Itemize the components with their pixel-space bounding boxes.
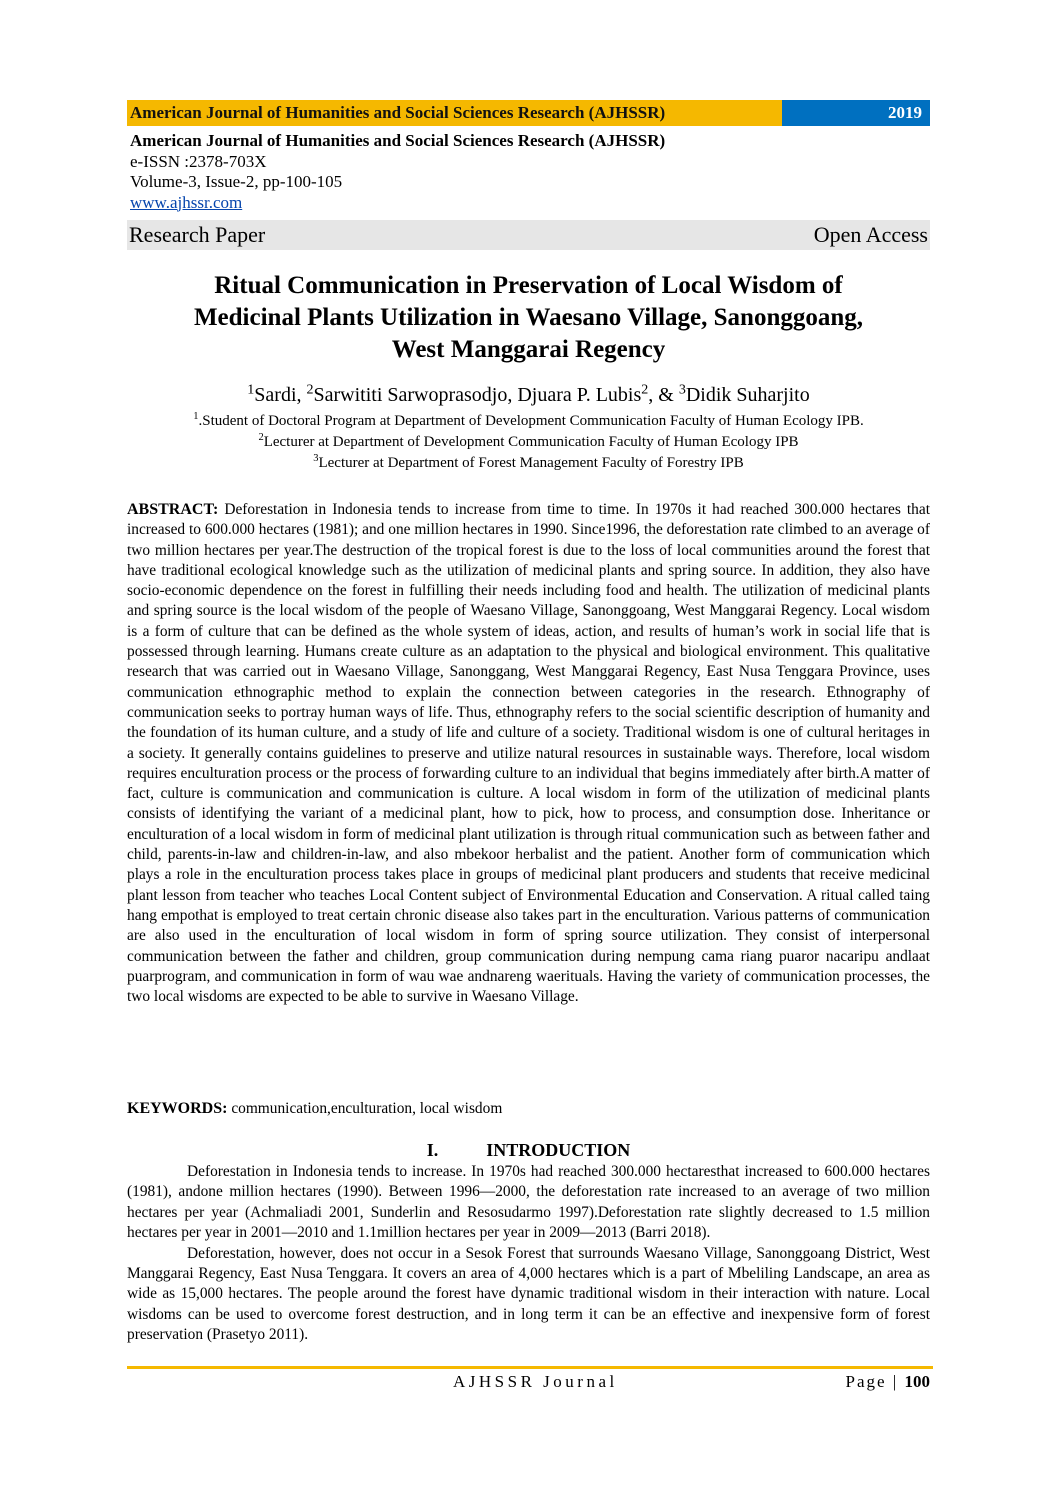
- keywords-label: KEYWORDS:: [127, 1100, 228, 1117]
- footer-page-number: 100: [904, 1372, 930, 1391]
- journal-url-link[interactable]: www.ajhssr.com: [130, 192, 243, 212]
- banner-journal-name: American Journal of Humanities and Social Sciences Research (AJHSSR): [127, 100, 782, 126]
- section-number: I.: [426, 1140, 439, 1160]
- intro-paragraph-1: Deforestation in Indonesia tends to increase. In 1970s had reached 300.000 hectaresthat increased to 600.000 hectares (1981), andone million hectares (1990). Between 1996—2000, the deforestation rate increased to an average of two million hectares per year (Achmaliadi 2001, Sunderlin and Resosudarmo 1997).Deforestation rate slightly decreased to 1.5 million hectares per year in 2001—2010 and 1.1million hectares per year in 2009—2013 (Barri 2018).: [127, 1163, 930, 1242]
- intro-paragraph-2: Deforestation, however, does not occur in a Sesok Forest that surrounds Waesano Village, Sanonggoang District, West Manggarai Regency, East Nusa Tenggara. It covers an area of 4,000 hectares which is a part of Mbeliling Landscape, an area as wide as 15,000 hectares. The people around the forest have dynamic traditional wisdom in their interaction with nature. Local wisdoms can be used to overcome forest destruction, and in long term it can be an effective and inexpensive form of forest preservation (Prasetyo 2011).: [127, 1244, 930, 1344]
- paper-title: [127, 270, 930, 366]
- affiliation-3-sup: 3: [313, 453, 319, 464]
- author-2-3: Sarwititi Sarwoprasodjo, Djuara P. Lubis: [313, 384, 642, 406]
- affiliation-1-sup: 1: [193, 411, 199, 422]
- affiliation-3-text: Lecturer at Department of Forest Management Faculty of Forestry IPB: [318, 455, 744, 471]
- footer-page-label: [846, 1372, 930, 1392]
- author-4-sup: 3: [678, 382, 686, 398]
- paper-type-bar: [127, 220, 930, 250]
- title-line-2: Medicinal Plants Utilization in Waesano Village, Sanonggoang,: [193, 304, 864, 331]
- affiliation-2: [127, 432, 930, 453]
- author-1: Sardi,: [254, 384, 307, 406]
- abstract-text: Deforestation in Indonesia tends to increase from time to time. In 1970s it had reached 300.000 hectares that increased to 600.000 hectares (1981); and one million hectares in 1990. Since1996, the deforestation rate climbed to an average of two million hectares per year.The destruction of the tropical forest is due to the loss of local communities around the forest that have traditional ecological knowledge such as the utilization of medicinal plants and spring source. In addition, they also have socio-economic dependence on the forest in fulfilling their needs including food and health. The utilization of medicinal plants and spring source is the local wisdom of the people of Waesano Village, Sanonggoang, West Manggarai Regency. Local wisdom is a form of culture that can be defined as the whole system of ideas, action, and results of human’s work in social life that is possessed through learning. Humans create culture as an adaptation to the physical and biological environment. This qualitative research that was carried out in Waesano Village, Sanonggang, West Manggarai Regency, East Nusa Tenggara Province, uses communication ethnographic method to explain the connection between categories in the research. Ethnography of communication seeks to portray human ways of life. Thus, ethnography refers to the social scientific description of humanity and the foundation of its human culture, and a study of life and culture of a society. Traditional wisdom is one of cultural heritages in a society. It generally contains guidelines to preserve and utilize natural resources in sustainable ways. Therefore, local wisdom requires enculturation process or the process of forwarding culture to an individual that begins immediately after birth.A matter of fact, culture is communication and communication is culture. A local wisdom in form of the utilization of medicinal plants consists of identifying the variant of a medicinal plant, how to pick, how to process, and consumption dose. Inheritance or enculturation of a local wisdom in form of medicinal plant utilization is through ritual communication such as between father and child, parents-in-law and children-in-law, and also mbekoor herbalist and the patient. Another form of communication which plays a role in the enculturation process takes place in groups of medicinal plant producers and students that receive medicinal plant lesson from teacher who teaches Local Content subject of Environmental Education and Conservation. A ritual called taing hang empothat is employed to treat certain chronic disease also takes part in the enculturation. Various patterns of communication are also used in the enculturation of local wisdom in form of spring source utilization. They consist of interpersonal communication between the father and children, group communication during nempung cama riang puaror nacaripu andlaat puarprogram, and communication in form of wau wae andnareng waerituals. Having the variety of communication processes, the two local wisdoms are expected to be able to survive in Waesano Village.: [127, 501, 930, 1006]
- affiliations: [127, 411, 930, 474]
- journal-issn: e-ISSN :2378-703X: [130, 151, 267, 171]
- journal-volume: Volume-3, Issue-2, pp-100-105: [130, 172, 343, 191]
- author-1-sup: 1: [247, 382, 255, 398]
- journal-info: [130, 131, 930, 213]
- keywords: [127, 1099, 930, 1119]
- affiliation-1: [127, 411, 930, 432]
- access-type-label: Open Access: [813, 222, 928, 247]
- affiliation-2-sup: 2: [258, 432, 264, 443]
- footer-journal: AJHSSR Journal: [453, 1372, 618, 1391]
- footer-page-prefix: Page |: [845, 1372, 905, 1391]
- keywords-text: communication,enculturation, local wisdom: [231, 1100, 503, 1117]
- affiliation-3: [127, 453, 930, 474]
- journal-banner: [127, 100, 930, 126]
- journal-name: American Journal of Humanities and Social Sciences Research (AJHSSR): [130, 131, 666, 150]
- footer-divider: [127, 1366, 933, 1369]
- abstract-label: ABSTRACT:: [127, 501, 219, 518]
- affiliation-1-text: .Student of Doctoral Program at Department of Development Communication Faculty of Human Ecology IPB.: [198, 413, 864, 429]
- banner-year: 2019: [782, 100, 930, 126]
- author-list: [127, 382, 930, 408]
- author-separator: , &: [648, 384, 679, 406]
- abstract: [127, 500, 930, 1007]
- section-title: INTRODUCTION: [486, 1140, 631, 1160]
- author-2-sup: 2: [306, 382, 314, 398]
- page-footer: [127, 1372, 933, 1396]
- paper-type-label: Research Paper: [129, 222, 266, 247]
- section-heading-introduction: [127, 1139, 930, 1161]
- introduction-body: [127, 1162, 930, 1346]
- author-3-sup: 2: [641, 382, 649, 398]
- title-line-1: Ritual Communication in Preservation of Local Wisdom of: [214, 272, 843, 299]
- title-line-3: West Manggarai Regency: [391, 336, 666, 363]
- author-4: Didik Suharjito: [685, 384, 810, 406]
- affiliation-2-text: Lecturer at Department of Development Communication Faculty of Human Ecology IPB: [263, 434, 799, 450]
